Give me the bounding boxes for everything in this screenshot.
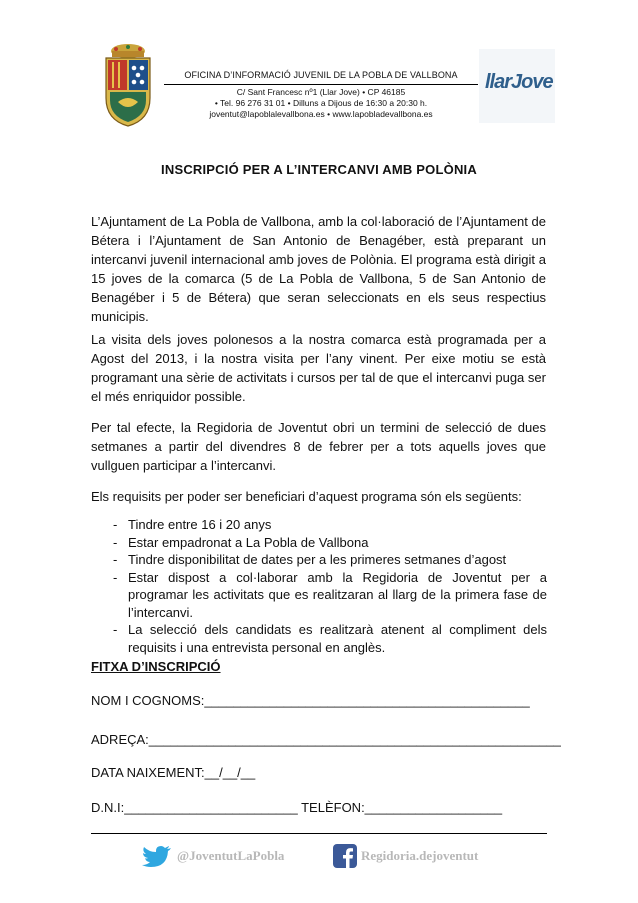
dash-bullet: -: [113, 622, 118, 637]
facebook-page-text: Regidoria.dejoventut: [361, 848, 479, 863]
list-item: - Estar empadronat a La Pobla de Vallbona: [113, 534, 369, 550]
office-title: OFICINA D’INFORMACIÓ JUVENIL DE LA POBLA DE VALLBONA: [184, 70, 458, 80]
requirements-list: [91, 516, 547, 656]
logo-wordmark: llarJove: [485, 71, 553, 93]
header-divider: [164, 84, 478, 85]
list-item: - Estar dispost a col·laborar amb la Regidoria de Joventut per a programar les activitats que es realitzaran al llarg de la primera fase de l’intercanvi.: [113, 569, 547, 620]
paragraph-visit: La visita dels joves polonesos a la nostra comarca està programada per a Agost del 2013, i la nostra visita per l’any vinent. Per eixe motiu se està programant una sèrie de activitats i cursos per tal de que el intercanvi puga ser el més enriquidor possible.: [91, 332, 546, 404]
llar-jove-logo: [479, 49, 555, 123]
dash-bullet: -: [113, 552, 118, 567]
address-line-2: • Tel. 96 276 31 01 • Dilluns a Dijous de 16:30 a 20:30 h.: [214, 98, 428, 108]
dash-bullet: -: [113, 517, 118, 532]
address-line-1: C/ Sant Francesc nº1 (Llar Jove) • CP 46185: [236, 87, 406, 97]
list-item: - Tindre disponibilitat de dates per a les primeres setmanes d’agost: [113, 552, 507, 567]
list-item: - Tindre entre 16 i 20 anys: [113, 517, 272, 532]
facebook-page[interactable]: [333, 843, 478, 869]
paragraph-intro: L’Ajuntament de La Pobla de Vallbona, amb la col·laboració de l’Ajuntament de Bétera i l’Ajuntament de San Antonio de Benagéber, està preparant un intercanvi juvenil internacional amb joves de Polònia. El programa està dirigit a 15 joves de la comarca (5 de La Pobla de Vallbona, 5 de San Antonio de Benagéber i 5 de Bétera) que seran seleccionats en els seus respectius municipis.: [91, 214, 546, 324]
birthdate-field[interactable]: DATA NAIXEMENT:__/__/__: [91, 765, 256, 780]
facebook-icon: [333, 844, 357, 868]
dash-bullet: -: [113, 569, 118, 585]
paragraph-requirements-intro: Els requisits per poder ser beneficiari d’aquest programa són els següents:: [91, 489, 522, 504]
list-item: - La selecció dels candidats es realitzarà atenent al compliment dels requisits i una entrevista personal en anglès.: [113, 622, 547, 655]
address-line-3: joventut@lapoblalevallbona.es • www.lapobladevallbona.es: [209, 109, 433, 119]
address-field[interactable]: ADREÇA:_________________________________________________________: [91, 732, 561, 747]
dash-bullet: -: [113, 534, 118, 550]
document-title: INSCRIPCIÓ PER A L’INTERCANVI AMB POLÒNIA: [161, 162, 477, 177]
coat-of-arms-icon: [96, 42, 160, 128]
twitter-handle[interactable]: [141, 843, 284, 869]
paragraph-selection: Per tal efecte, la Regidoria de Joventut obri un termini de selecció de dues setmanes a partir del divendres 8 de febrer per a tots aquells joves que vullguen participar a l’intercanvi.: [91, 420, 546, 473]
dni-phone-field[interactable]: D.N.I:________________________ TELÈFON:___________________: [91, 800, 503, 815]
name-field[interactable]: NOM I COGNOMS:_____________________________________________: [91, 693, 530, 708]
twitter-bird-icon: [141, 845, 173, 867]
footer-divider: [91, 833, 547, 834]
twitter-handle-text: @JoventutLaPobla: [177, 848, 285, 863]
form-heading: FITXA D’INSCRIPCIÓ: [91, 659, 221, 674]
